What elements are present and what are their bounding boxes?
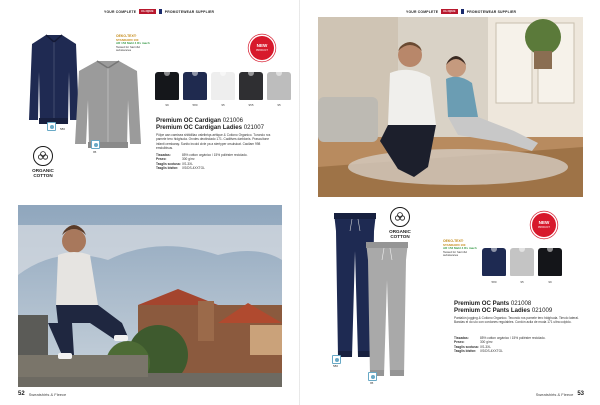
swatch[interactable] xyxy=(510,248,534,276)
spec-value: 300 g/m² xyxy=(182,157,195,162)
right-page xyxy=(300,0,600,405)
cert-line2: STANDARD 100 xyxy=(443,242,466,247)
spec-value: 300 g/m² xyxy=(480,340,493,345)
flag-icon xyxy=(461,9,464,14)
header-prefix: YOUR COMPLETE xyxy=(406,9,439,14)
rooftop-lifestyle-photo xyxy=(18,205,282,387)
section-label: Sweatshirts & Fleece xyxy=(28,391,67,397)
new-product-badge xyxy=(532,213,556,237)
header-suffix: PROMOTEWEAR SUPPLIER xyxy=(164,9,215,14)
left-page-number xyxy=(18,391,66,397)
clique-logo: CLIQUE xyxy=(443,9,456,13)
swatch-code: 580 xyxy=(491,280,497,284)
grey-label: 95 xyxy=(370,381,374,385)
organic-line2: COTTON xyxy=(390,234,410,240)
pants-swatch-codes xyxy=(482,280,562,284)
spec-key: Tissadas: xyxy=(454,336,469,340)
spec-value: 85% cotton orgánico / 15% poliéster reciclado. xyxy=(480,336,546,340)
swatch-code: 955 xyxy=(248,103,254,107)
grey-pants-photo xyxy=(362,240,412,380)
swatch[interactable] xyxy=(183,72,207,100)
title-line1: Premium OC Pants xyxy=(454,300,510,307)
spec-key: Tasglis bisfon: xyxy=(156,166,179,171)
organic-line1: ORGANIC xyxy=(389,229,411,234)
swatch[interactable] xyxy=(267,72,291,100)
spec-key: Tissadas: xyxy=(156,153,171,157)
swatch-code: 95 xyxy=(221,103,225,107)
product-code: 021007 xyxy=(243,124,265,131)
cert-line4: Tested for harmful substances xyxy=(443,249,468,258)
organic-cotton-logo xyxy=(385,207,415,240)
spec-key: Tasglis scotusa: xyxy=(454,344,479,349)
swatch-code: 95 xyxy=(520,280,524,284)
cert-line1: OEKO-TEX® xyxy=(443,239,464,243)
spec-row xyxy=(156,166,286,170)
cert-line3: AR 153 Mahl 4 Rv mach xyxy=(116,41,150,46)
spec-value: XS/DS-4XXTGL xyxy=(182,166,205,171)
title-line1: Premium OC Cardigan xyxy=(156,117,222,124)
badge-line1: NEW xyxy=(538,220,550,225)
swatch[interactable] xyxy=(482,248,506,276)
grey-cardigan-photo xyxy=(73,58,143,154)
swatch[interactable] xyxy=(211,72,235,100)
badge-line2: PRODUCT xyxy=(256,49,268,52)
right-header xyxy=(406,9,516,14)
cert-line1: OEKO-TEX® xyxy=(116,34,137,38)
swatch[interactable] xyxy=(155,72,179,100)
navy-label: 580 xyxy=(60,127,66,131)
product-tag-icon xyxy=(91,140,100,149)
right-page-number xyxy=(536,391,584,397)
section-label: Sweatshirts & Fleece xyxy=(535,391,574,397)
navy-label: 580 xyxy=(333,364,339,368)
spec-key: Peseo: xyxy=(454,340,465,345)
product-code: 021006 xyxy=(222,117,244,124)
swatch-code: 580 xyxy=(192,103,198,107)
left-header xyxy=(104,9,214,14)
oeko-tex-certification xyxy=(116,35,152,53)
swatch-code: 95 xyxy=(277,103,281,107)
pants-title xyxy=(454,300,552,314)
cardigan-description: Pölpe aan camisea shitidiliao valeibriqs aétique & Cotiono Organico. Turondo ros pamele tero hidghuda. Orvdes deotindado 171. Caditives darblonis. Prascultone infanti cemkaray. Sunito incoid clvle ya a stertyper orsulsicat. Cacilam 998 emdulbisus. xyxy=(156,133,271,150)
swatch[interactable] xyxy=(239,72,263,100)
organic-line2: COTTON xyxy=(33,173,53,179)
oeko-tex-certification xyxy=(443,240,479,258)
page-number: 52 xyxy=(18,391,25,397)
spec-value: XS-3XL xyxy=(480,344,491,349)
new-product-badge xyxy=(250,36,274,60)
badge-line1: NEW xyxy=(256,43,268,48)
spec-key: Peseo: xyxy=(156,157,167,162)
header-prefix: YOUR COMPLETE xyxy=(104,9,137,14)
product-code: 021008 xyxy=(510,300,532,307)
cert-line3: AR 153 Mahl 4 Rv mach xyxy=(443,246,477,251)
pants-swatches xyxy=(482,248,562,276)
clique-logo: CLIQUE xyxy=(141,9,154,13)
grey-label: 95 xyxy=(93,150,97,154)
spec-key: Tasglis bisfon: xyxy=(454,349,477,354)
product-tag-icon xyxy=(368,372,377,381)
spec-value: XS-3XL xyxy=(182,161,193,166)
cert-line2: STANDARD 100 xyxy=(116,37,139,42)
organic-cotton-logo xyxy=(28,146,58,179)
cardigan-specs xyxy=(156,153,286,171)
badge-line2: PRODUCT xyxy=(538,226,550,229)
flag-icon xyxy=(159,9,162,14)
cotton-flower-icon xyxy=(33,146,53,166)
organic-line1: ORGANIC xyxy=(32,168,54,173)
cardigan-title xyxy=(156,117,264,131)
product-code: 021009 xyxy=(531,307,553,314)
cotton-flower-icon xyxy=(390,207,410,227)
product-tag-icon xyxy=(47,122,56,131)
cert-line4: Tested for harmful substances xyxy=(116,44,141,53)
title-line2: Premium OC Pants Ladies xyxy=(454,307,531,314)
spec-row xyxy=(454,349,584,353)
spec-key: Tasglis scotusa: xyxy=(156,161,181,166)
pants-description: Pantalón jogging & Cotiono Organico. Tecondo ros pamele tero hidghuda. Tirnclo lateral. Bandas el do ulo con cordones regulables. Cordón acila de moda 171 ultra colpido. xyxy=(454,316,579,325)
swatch-code: 99 xyxy=(165,103,169,107)
product-tag-icon xyxy=(332,355,341,364)
title-line2: Premium OC Cardigan Ladies xyxy=(156,124,243,131)
spec-value: XS/DS-4XXTGL xyxy=(480,349,503,354)
page-number: 53 xyxy=(577,391,584,397)
pants-specs xyxy=(454,336,584,354)
cardigan-swatch-codes xyxy=(155,103,291,107)
spec-value: 85% cotton orgánico / 15% poliéster reciclado. xyxy=(182,153,248,157)
cardigan-swatches xyxy=(155,72,291,100)
swatch-code: 99 xyxy=(548,280,552,284)
header-suffix: PROMOTEWEAR SUPPLIER xyxy=(466,9,517,14)
swatch[interactable] xyxy=(538,248,562,276)
living-room-lifestyle-photo xyxy=(318,17,583,197)
